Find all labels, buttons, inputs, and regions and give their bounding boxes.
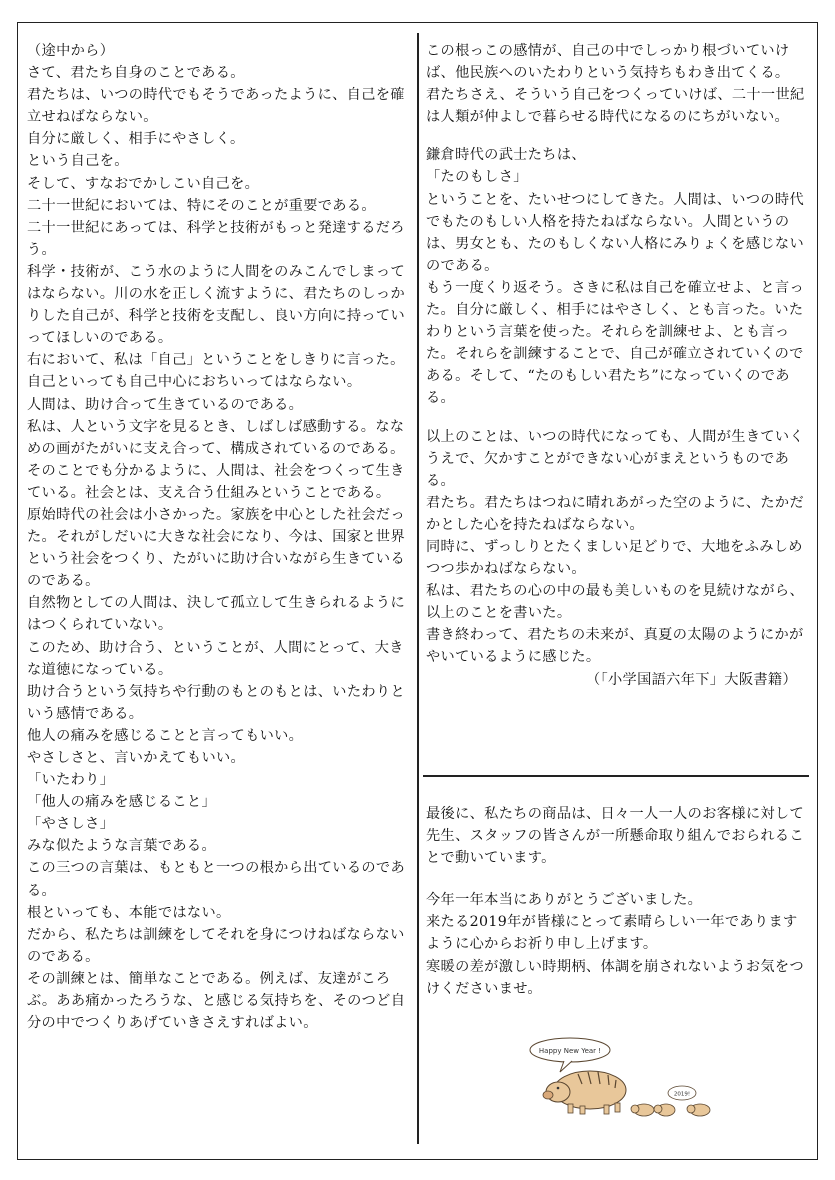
paragraph: 二十一世紀にあっては、科学と技術がもっと発達するだろう。	[27, 219, 405, 258]
paragraph: 私は、人という文字を見るとき、しばしば感動する。ななめの画がたがいに支え合って、構成されているのである。	[27, 418, 405, 457]
paragraph: 「いたわり」	[27, 772, 115, 789]
paragraph: もう一度くり返そう。さきに私は自己を確立せよ、と言った。自分に厳しく、相手にはやさしく、とも言った。いたわりという言葉を使った。それらを訓練せよ、とも言った。それらを訓練することで、自己が確立されていくのである。そして、“たのもしい君たち”になっていくのである。	[426, 279, 804, 407]
paragraph: 書き終わって、君たちの未来が、真夏の太陽のようにかがやいているように感じた。	[426, 627, 804, 666]
paragraph: 「たのもしさ」	[426, 169, 528, 186]
paragraph: 私は、君たちの心の中の最も美しいものを見続けながら、以上のことを書いた。	[426, 583, 804, 622]
left-column	[27, 40, 411, 1034]
paragraph: この三つの言葉は、もともと一つの根から出ているのである。	[27, 860, 405, 899]
paragraph: 二十一世紀においては、特にそのことが重要である。	[27, 197, 376, 214]
paragraph: 君たちは、いつの時代でもそうであったように、自己を確立せねばならない。	[27, 87, 405, 126]
paragraph: 人間は、助け合って生きているのである。	[27, 396, 304, 413]
right-column-top	[426, 40, 811, 691]
right-column-bottom	[426, 803, 811, 1000]
paragraph: 自分に厳しく、相手にやさしく。	[27, 131, 245, 148]
greeting-line: 今年一年本当にありがとうございました。	[426, 892, 703, 909]
paragraph: やさしさと、言いかえてもいい。	[27, 750, 246, 766]
paragraph: この根っこの感情が、自己の中でしっかり根づいていけば、他民族へのいたわりという気持ちもわき出てくる。	[426, 43, 790, 82]
paragraph: 根といっても、本能ではない。	[27, 904, 231, 921]
small-speech-bubble	[668, 1086, 696, 1100]
speech-bubble	[530, 1038, 610, 1072]
source-credit: （「小学国語六年下」大阪書籍）	[586, 671, 797, 688]
paragraph: 同時に、ずっしりとたくましい足どりで、大地をふみしめつつ歩かねばならない。	[426, 538, 803, 578]
paragraph: 「やさしさ」	[27, 816, 115, 833]
paragraph: 科学・技術が、こう水のように人間をのみこんでしまってはならない。川の水を正しく流すように、君たちのしっかりした自己が、科学と技術を支配し、良い方向に持っていってほしいのである。	[27, 263, 405, 347]
paragraph: という自己を。	[27, 153, 129, 170]
closing-message: 最後に、私たちの商品は、日々一人一人のお客様に対して先生、スタッフの皆さんが一所懸命取り組んでおられることで動いています。	[426, 806, 804, 867]
paragraph: 自然物としての人間は、決して孤立して生きられるようにはつくられていない。	[27, 595, 405, 634]
paragraph: 「他人の痛みを感じること」	[27, 794, 216, 811]
paragraph: 君たち。君たちはつねに晴れあがった空のように、たかだかとした心を持たねばならない。	[426, 494, 804, 533]
paragraph: 以上のことは、いつの時代になっても、人間が生きていくうえで、欠かすことができない心がまえというものである。	[426, 428, 804, 489]
paragraph: みな似たような言葉である。	[27, 838, 216, 855]
paragraph: そのことでも分かるように、人間は、社会をつくって生きている。社会とは、支え合う仕組みということである。	[27, 462, 405, 501]
bubble-text: Happy New Year !	[538, 1047, 602, 1055]
paragraph: 鎌倉時代の武士たちは、	[426, 147, 586, 164]
paragraph: 右において、私は「自己」ということをしきりに言った。	[27, 352, 405, 369]
paragraph: このため、助け合う、ということが、人間にとって、大きな道徳になっている。	[27, 639, 404, 678]
greeting-line: 来たる2019年が皆様にとって素晴らしい一年でありますように心からお祈り申し上げます。	[426, 914, 798, 953]
paragraph: 他人の痛みを感じることと言ってもいい。	[27, 727, 304, 744]
paragraph: その訓練とは、簡単なことである。例えば、友達がころぶ。ああ痛かったろうな、と感じる気持ちを、そのつど自分の中でつくりあげていきさえすればよい。	[27, 970, 406, 1032]
paragraph: さて、君たち自身のことである。	[27, 65, 245, 82]
greeting-line: 寒暖の差が激しい時期柄、体調を崩されないようお気をつけくださいませ。	[426, 958, 804, 997]
paragraph: そして、すなおでかしこい自己を。	[27, 175, 260, 192]
piglet-icon	[631, 1104, 710, 1116]
paragraph: （途中から）	[27, 43, 115, 59]
section-divider	[423, 775, 809, 777]
boar-icon	[543, 1071, 626, 1114]
small-bubble-text: 2019!	[673, 1091, 691, 1098]
paragraph: 君たちさえ、そういう自己をつくっていけば、二十一世紀は人類が仲よしで暮らせる時代になるのにちがいない。	[426, 87, 805, 126]
paragraph: 原始時代の社会は小さかった。家族を中心とした社会だった。それがしだいに大きな社会になり、今は、国家と世界という社会をつくり、たがいに助け合いながら生きているのである。	[27, 506, 405, 590]
paragraph: だから、私たちは訓練をしてそれを身につけねばならないのである。	[27, 926, 405, 965]
paragraph: ということを、たいせつにしてきた。人間は、いつの時代でもたのもしい人格を持たねばならない。人間というのは、男女とも、たのもしくない人格にみりょくを感じないのである。	[426, 191, 804, 274]
paragraph: 自己といっても自己中心におちいってはならない。	[27, 374, 362, 391]
new-year-boar-illustration	[520, 1030, 730, 1125]
paragraph: 助け合うという気持ちや行動のもとのもとは、いたわりという感情である。	[27, 683, 405, 722]
column-divider	[417, 33, 419, 1144]
